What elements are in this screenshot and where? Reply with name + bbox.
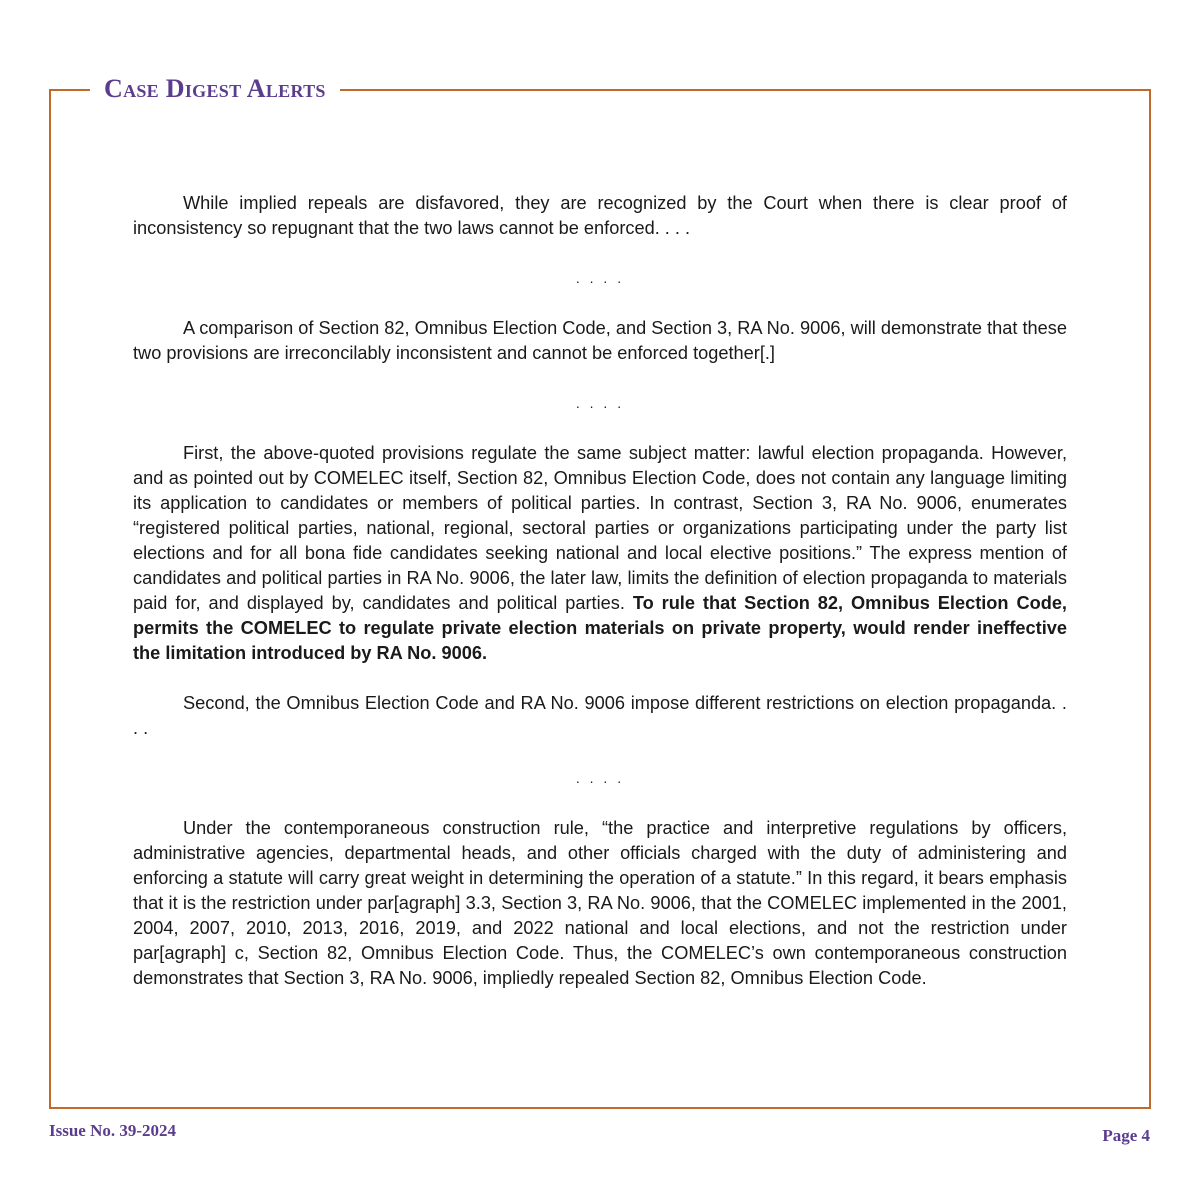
paragraph-first-emphasis: To rule that Section 82, Omnibus Election Code, permits the COMELEC to regulate private election materials on private property, would render ineffective the limitation introduced by RA No. 9006. [133,593,1067,663]
paragraph-contemporaneous-construction: Under the contemporaneous construction rule, “the practice and interpretive regulations by officers, administrative agencies, departmental heads, and other officials charged with the duty of administering and enforcing a statute will carry great weight in determining the operation of a statute.” In this regard, it bears emphasis that it is the restriction under par[agraph] 3.3, Section 3, RA No. 9006, that the COMELEC implemented in the 2001, 2004, 2007, 2010, 2013, 2016, 2019, and 2022 national and local elections, and not the restriction under par[agraph] c, Section 82, Omnibus Election Code. Thus, the COMELEC’s own contemporaneous construction demonstrates that Section 3, RA No. 9006, impliedly repealed Section 82, Omnibus Election Code. [133,818,1067,988]
header-title: Case Digest Alerts [90,74,340,104]
ellipsis-separator: . . . . [575,270,625,286]
paragraph-first-text: First, the above-quoted provisions regulate the same subject matter: lawful election propaganda. However, and as pointed out by COMELEC itself, Section 82, Omnibus Election Code, does not contain any language limiting its application to candidates or members of political parties. In contrast, Section 3, RA No. 9006, enumerates “registered political parties, national, regional, sectoral parties or organizations participating under the party list elections and for all bona fide candidates seeking national and local elective positions.” The express mention of candidates and political parties in RA No. 9006, the later law, limits the definition of election propaganda to materials paid for, and displayed by, candidates and political parties. [133,443,1067,613]
ellipsis-separator: . . . . [575,770,625,786]
paragraph-comparison: A comparison of Section 82, Omnibus Election Code, and Section 3, RA No. 9006, will demonstrate that these two provisions are irreconcilably inconsistent and cannot be enforced together[.] [133,318,1067,363]
document-body [133,191,1067,991]
page-number: Page 4 [1102,1126,1150,1145]
paragraph-first [133,441,1067,666]
ellipsis-separator: . . . . [575,395,625,411]
issue-number: Issue No. 39-2024 [49,1121,177,1140]
paragraph-implied-repeals: While implied repeals are disfavored, they are recognized by the Court when there is clear proof of inconsistency so repugnant that the two laws cannot be enforced. . . . [133,193,1067,238]
paragraph-second: Second, the Omnibus Election Code and RA No. 9006 impose different restrictions on election propaganda. . . . [133,693,1067,738]
